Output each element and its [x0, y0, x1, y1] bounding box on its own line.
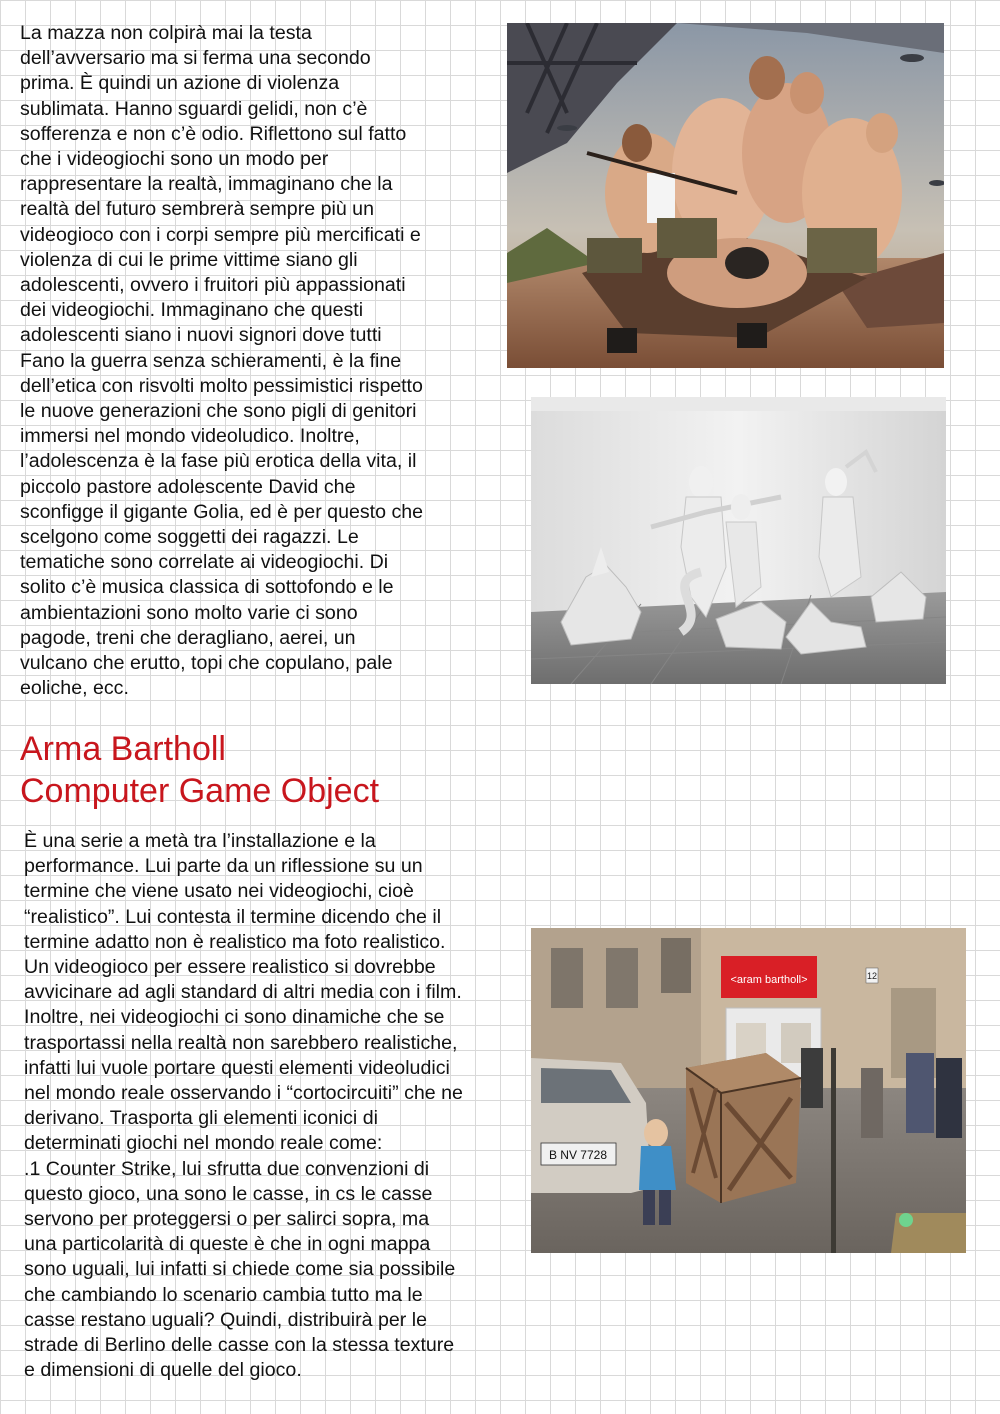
body-paragraph-1: La mazza non colpirà mai la testa dell’avversario ma si ferma una secondo prima. È quindi un azione di violenza sublimata. Hanno sguardi gelidi, non c’è sofferenza e non c’è odio. Riflettono sul fatto che i videogiochi sono un modo per rappresentare la realtà, immaginano che la realtà del futuro sembrerà sempre più un videogioco con i corpi sempre più mercificati e violenza di cui le prime vittime siano gli adolescenti, ovvero i fruitori più appassionati dei videogiochi. Immaginano che questi adolescenti siano i nuovi signori dove tutti Fano la guerra senza schieramenti, è la fine dell’etica con risvolti molto pessimistici rispetto le nuove generazioni che sono pigli di genitori immersi nel mondo videoludico. Inoltre, l’adolescenza è la fase più erotica della vita, il piccolo pastore adolescente David che sconfigge il gigante Golia, ed è per questo che scelgono come soggetti dei ragazzi. Le tematiche sono correlate ai videogiochi. Di solito c’è musica classica di sottofondo e le ambientazioni sono molto varie ci sono pagode, treni che deragliano, aerei, un vulcano che erutto, topi che copulano, pale eoliche, ecc.	[20, 22, 424, 700]
shop-sign-text: <aram bartholl>	[730, 974, 808, 986]
street-crate-photo	[531, 928, 966, 1253]
heading-work-title: Computer Game Object	[20, 772, 380, 810]
license-plate: B NV 7728	[548, 1148, 608, 1162]
body-paragraph-2: È una serie a metà tra l’installazione e la performance. Lui parte da un riflessione su un termine che viene usato nei videogiochi, cioè “realistico”. Lui contesta il termine dicendo che il termine adatto non è realistico ma foto realistico. Un videogioco per essere realistico si dovrebbe avvicinare ad agli standard di altri media con i film. Inoltre, nei videogiochi ci sono dinamiche che se trasportassi nella realtà non sarebbero realistiche, infatti lui vuole portare questi elementi videoludici nel mondo reale osservando i “cortocircuiti” che ne derivano. Trasporta gli elementi iconici di determinati giochi nel mondo reale come: .1 Counter Strike, lui sfrutta due convenzioni di questo gioco, una sono le casse, in cs le casse servono per proteggersi o per salirci sopra, ma una particolarità di queste è che in ogni mappa sono uguali, lui infatti si chiede come sia possibile che cambiando lo scenario cambia tutto ma le casse restano uguali? Quindi, distribuirà per le strade di Berlino delle casse con la stessa texture e dimensioni di quelle del gioco.	[24, 830, 463, 1382]
heading-artist-name: Arma Bartholl	[20, 730, 226, 768]
section-heading	[20, 728, 379, 812]
digital-artwork-image	[507, 23, 944, 368]
sculpture-installation-image	[531, 397, 946, 684]
street-number: 12	[866, 971, 878, 981]
